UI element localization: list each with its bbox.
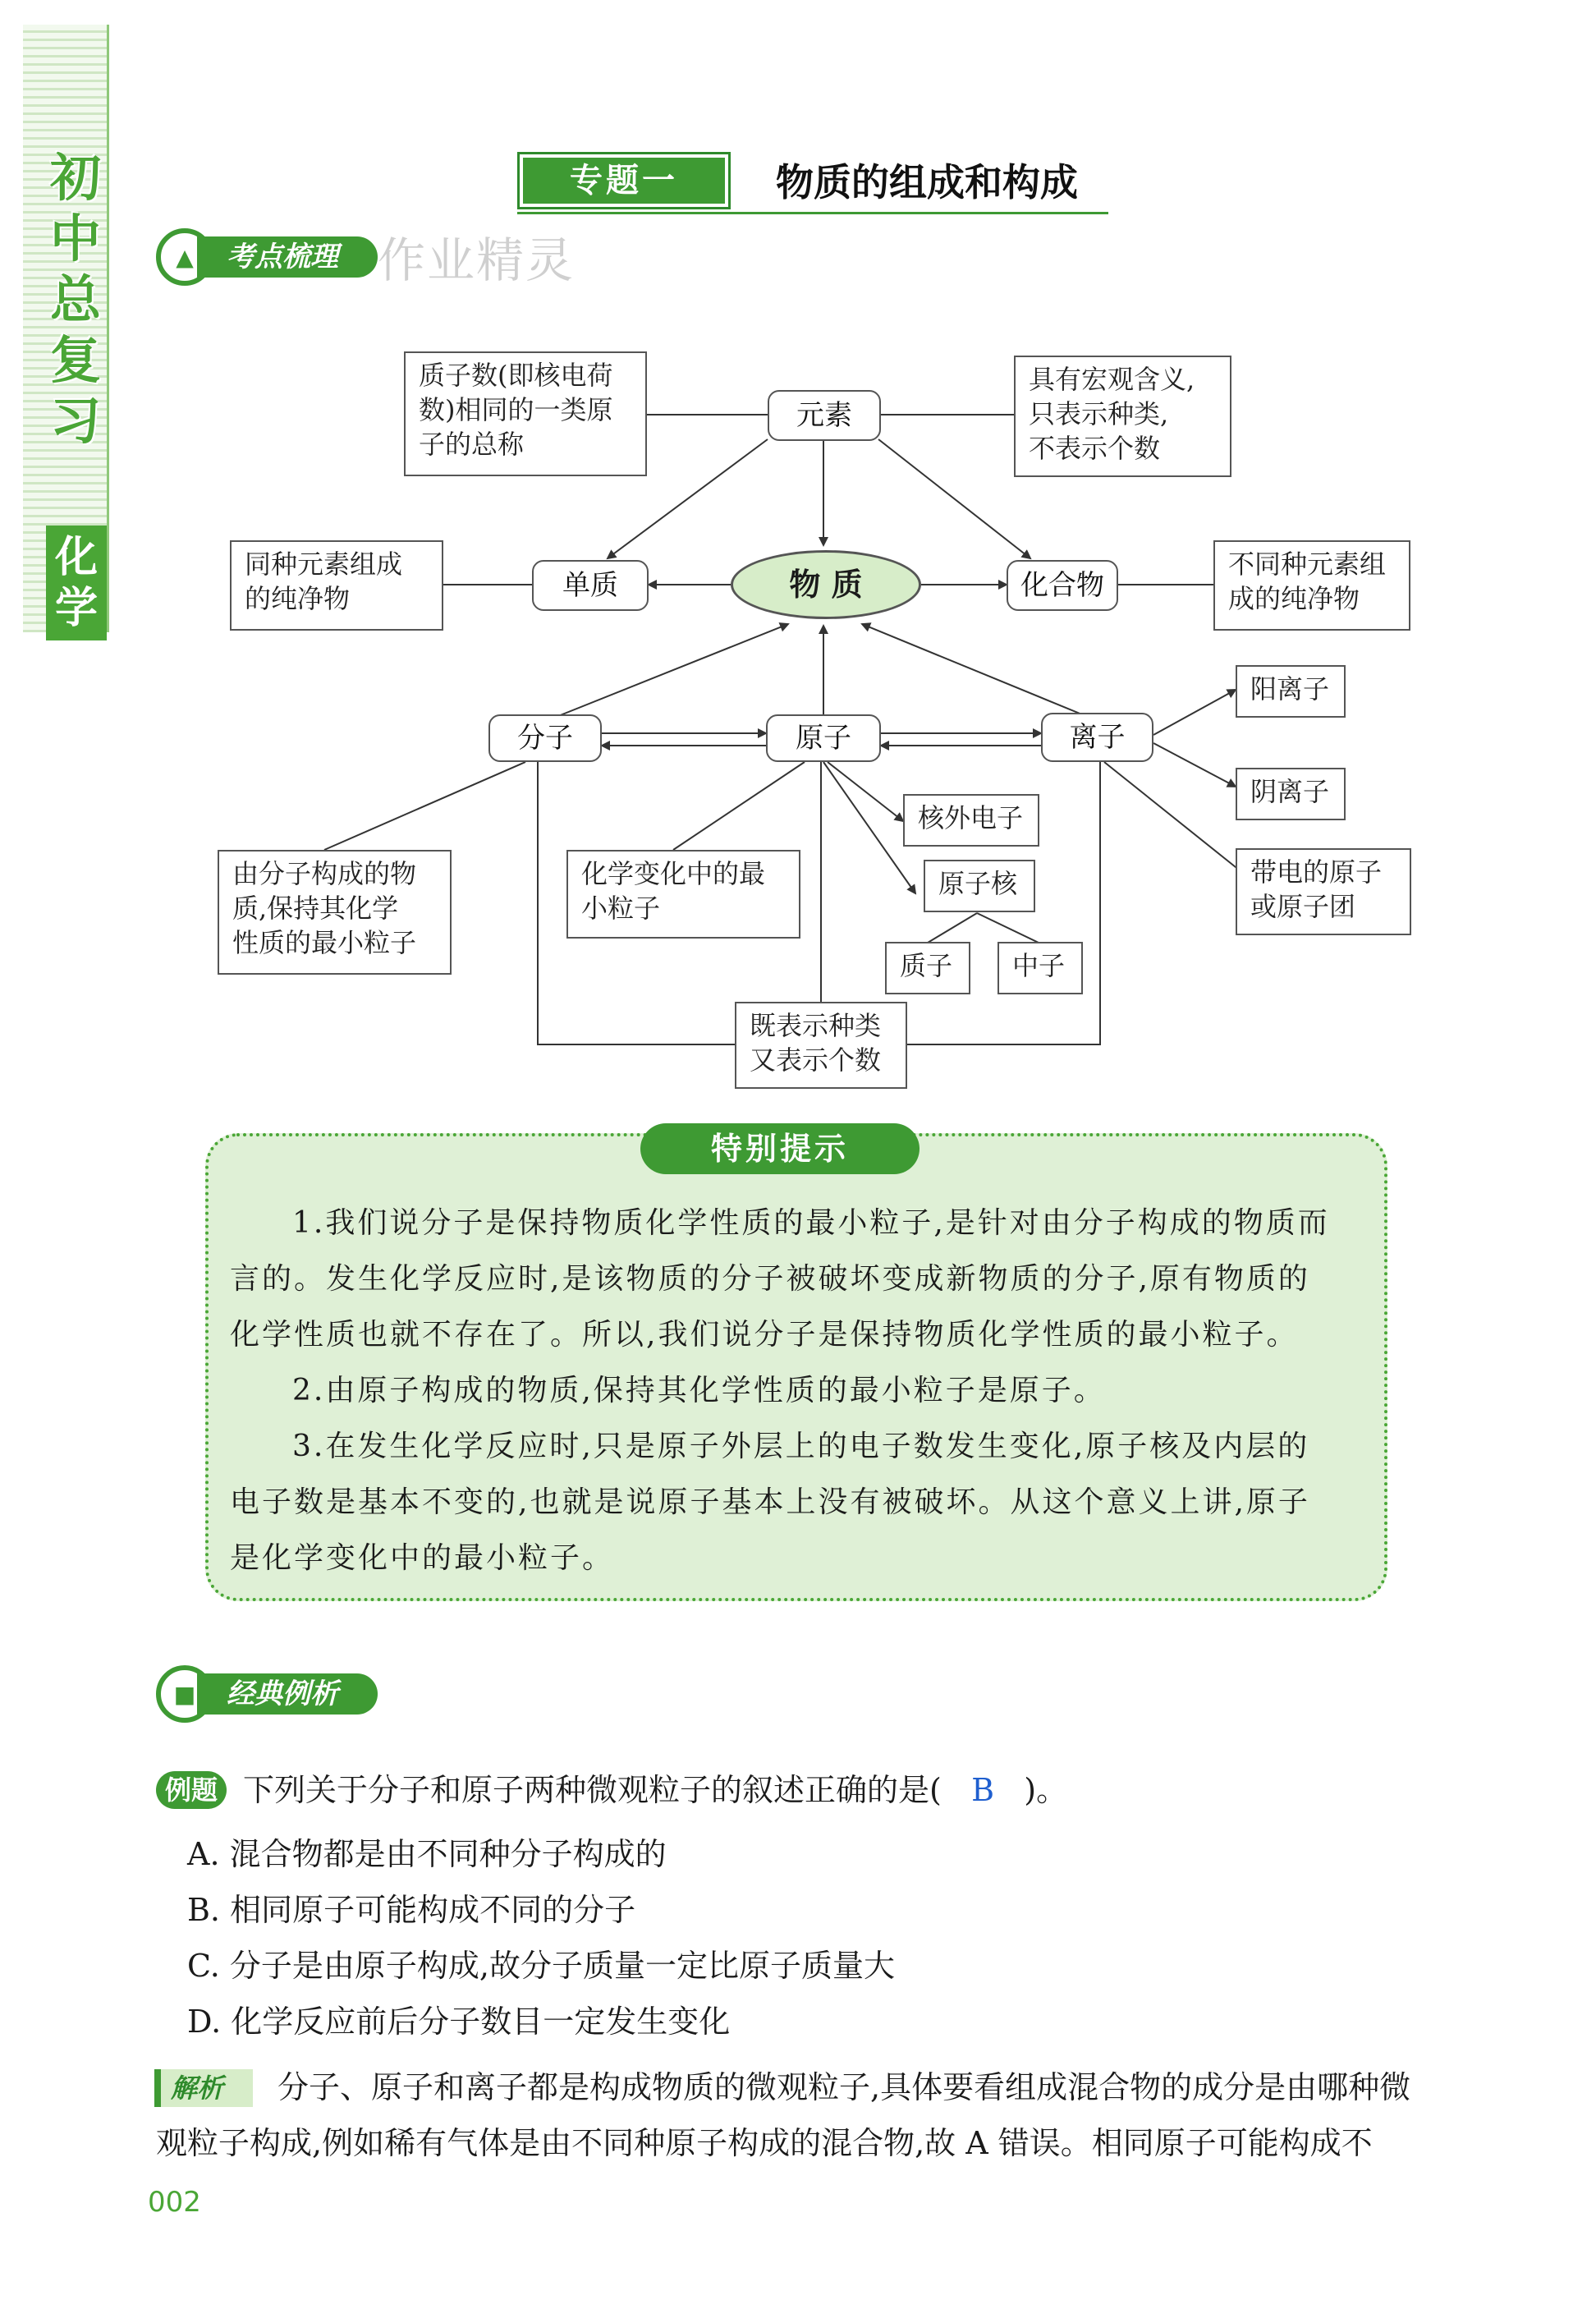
node-neutron: 中子 [998, 942, 1083, 994]
answer-value: B [971, 1772, 995, 1808]
tip-title: 特别提示 [640, 1123, 920, 1174]
line-atom-atomdef [673, 762, 805, 850]
option-d: D. 化学反应前后分子数目一定发生变化 [187, 2004, 731, 2040]
ion-definition-box [1236, 848, 1411, 935]
arrow-molecule-matter [542, 624, 788, 723]
node-anion: 阴离子 [1236, 768, 1346, 820]
tip-paragraph-3-line-3: 是化学变化中的最小粒子。 [230, 1541, 615, 1575]
line-nucleus-neutron [977, 913, 1039, 943]
atom-definition-box [566, 850, 800, 939]
node-simple-substance: 单质 [532, 560, 649, 611]
example-tag: 例题 [156, 1771, 227, 1809]
arrow-ion-cation [1153, 690, 1236, 735]
topic-tag-label: 专题一 [523, 158, 725, 204]
molecule-def-line-3: 性质的最小粒子 [232, 927, 417, 958]
side-title: 初中总复习 [49, 148, 101, 451]
element-definition-box [404, 351, 647, 476]
question-close: )。 [1024, 1772, 1068, 1808]
tip-paragraph-3-line-1: 3.在发生化学反应时,只是原子外层上的电子数发生变化,原子核及内层的 [292, 1430, 1310, 1463]
atom-def-line-1: 化学变化中的最 [581, 858, 766, 889]
element-def-line-2: 数)相同的一类原 [419, 394, 613, 425]
element-meaning-line-2: 只表示种类, [1029, 398, 1169, 429]
compound-def-line-1: 不同种元素组 [1228, 549, 1387, 580]
ion-def-line-2: 或原子团 [1250, 891, 1356, 922]
analysis-tag: 解析 [154, 2069, 253, 2107]
simple-definition-box [230, 540, 443, 631]
question-text: 下列关于分子和原子两种微观粒子的叙述正确的是( [243, 1772, 942, 1808]
tip-paragraph-3-line-2: 电子数是基本不变的,也就是说原子基本上没有被破坏。从这个意义上讲,原子 [230, 1485, 1310, 1519]
node-nucleus: 原子核 [924, 860, 1035, 912]
compound-definition-box [1213, 540, 1410, 631]
watermark: 作业精灵 [378, 232, 576, 288]
option-b: B. 相同原子可能构成不同的分子 [187, 1892, 636, 1928]
page-number: 002 [148, 2186, 201, 2219]
option-c: C. 分子是由原子构成,故分子质量一定比原子质量大 [187, 1948, 895, 1984]
simple-def-line-2: 的纯净物 [245, 583, 351, 614]
analysis-line-1: 分子、原子和离子都是构成物质的微观粒子,具体要看组成混合物的成分是由哪种微 [277, 2069, 1411, 2105]
node-compound: 化合物 [1007, 560, 1118, 611]
line-molecule-moleculedef [324, 762, 525, 850]
arrow-ion-anion [1153, 743, 1236, 787]
element-meaning-line-1: 具有宏观含义, [1029, 364, 1195, 395]
element-meaning-box [1014, 356, 1231, 477]
molecule-def-line-2: 质,保持其化学 [232, 893, 399, 924]
tip-paragraph-2: 2.由原子构成的物质,保持其化学性质的最小粒子是原子。 [292, 1374, 1106, 1407]
atom-def-line-2: 小粒子 [581, 893, 661, 924]
book-icon: ▲ [156, 228, 213, 286]
node-electron: 核外电子 [903, 794, 1039, 847]
section-review-label: 考点梳理 [197, 236, 378, 278]
arrow-atom-nucleus [823, 762, 915, 893]
node-ion: 离子 [1041, 713, 1153, 762]
node-proton: 质子 [885, 942, 970, 994]
option-a: A. 混合物都是由不同种分子构成的 [187, 1836, 667, 1872]
tip-paragraph-1-line-2: 言的。发生化学反应时,是该物质的分子被破坏变成新物质的分子,原有物质的 [230, 1262, 1310, 1296]
open-book-icon: ■ [156, 1665, 213, 1723]
meaning-line-1: 既表示种类 [750, 1010, 882, 1041]
element-def-line-3: 子的总称 [419, 429, 525, 460]
meaning-box [735, 1002, 907, 1089]
node-molecule: 分子 [488, 714, 602, 762]
analysis-line-2: 观粒子构成,例如稀有气体是由不同种原子构成的混合物,故 A 错误。相同原子可能构成不 [156, 2125, 1373, 2161]
node-element: 元素 [768, 390, 881, 441]
page-title: 物质的组成和构成 [776, 160, 1078, 204]
element-meaning-line-3: 不表示个数 [1029, 433, 1161, 464]
side-subject: 化学 [46, 526, 107, 640]
section-examples-label: 经典例析 [197, 1673, 378, 1715]
arrow-element-compound [878, 439, 1030, 558]
arrow-atom-electron [828, 762, 903, 821]
element-def-line-1: 质子数(即核电荷 [419, 360, 613, 391]
example-question [243, 1765, 1392, 1815]
tip-paragraph-1-line-1: 1.我们说分子是保持物质化学性质的最小粒子,是针对由分子构成的物质而 [292, 1206, 1330, 1240]
simple-def-line-1: 同种元素组成 [245, 549, 403, 580]
line-nucleus-proton [928, 913, 977, 943]
node-cation: 阳离子 [1236, 665, 1346, 718]
molecule-def-line-1: 由分子构成的物 [232, 858, 417, 889]
tip-paragraph-1-line-3: 化学性质也就不存在了。所以,我们说分子是保持物质化学性质的最小粒子。 [230, 1318, 1299, 1352]
arrow-ion-matter [862, 624, 1092, 718]
compound-def-line-2: 成的纯净物 [1228, 583, 1360, 614]
section-examples [156, 1665, 394, 1723]
molecule-definition-box [218, 850, 452, 975]
node-matter: 物 质 [731, 550, 921, 619]
node-atom: 原子 [766, 714, 881, 762]
ion-def-line-1: 带电的原子 [1250, 856, 1383, 888]
meaning-line-2: 又表示个数 [750, 1044, 882, 1076]
